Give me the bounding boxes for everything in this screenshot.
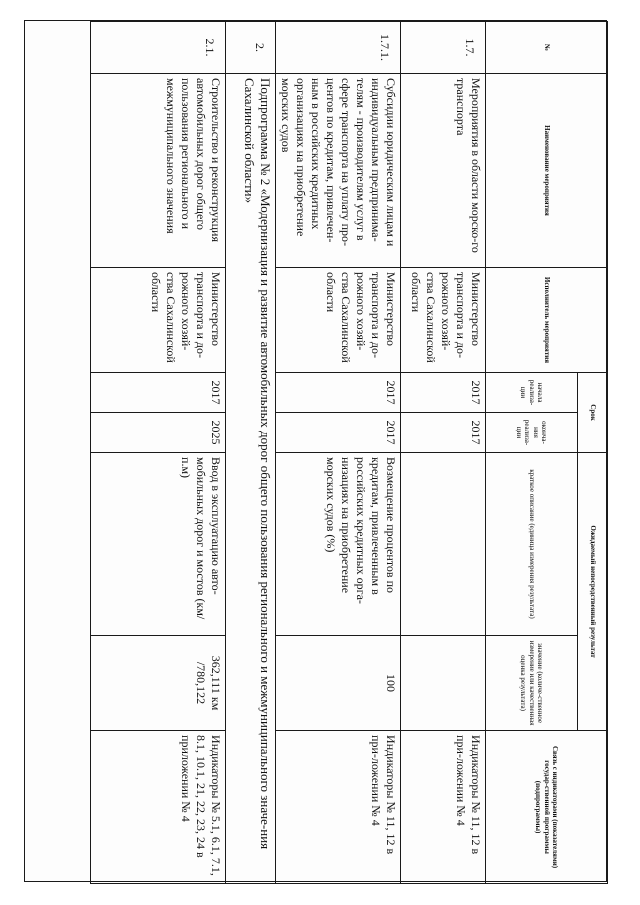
row-link: Индикаторы № 11, 12 в при-ложении № 4 <box>276 731 401 884</box>
header-term-start: начала реализа-ции <box>486 373 578 413</box>
row-number: 2.1. <box>91 22 226 74</box>
row-end: 2017 <box>276 413 401 453</box>
row-link: Индикаторы № 11, 12 в при-ложении № 4 <box>401 731 486 884</box>
section-title: Подпрограмма № 2 «Модернизация и развитие автомобильных дорог общего пользования регионального и межмуниципального значе-ния Сахалинской области» <box>226 74 276 884</box>
row-desc: Возмещение процентов по кредитам, привлеченным в российских кредитных орга-низациях на приобретение морских судов (%) <box>276 453 401 636</box>
measures-table <box>90 21 608 884</box>
row-desc <box>401 453 486 636</box>
header-number: № <box>486 22 608 74</box>
row-executor: Министерство транспорта и до-рожного хозяй-ства Сахалинской области <box>91 268 226 373</box>
document-sheet <box>24 20 607 882</box>
header-result-desc: краткое описание (единица измерения результата) <box>486 453 578 636</box>
row-name: Субсидии юридическим лицам и индивидуальным предпринима-телям - производителям услуг в сфере транспорта на уплату про-центов по кредитам, привлечен-ным в российских кредитных организациях на приобретение морских судов <box>276 74 401 268</box>
table-row <box>276 22 401 884</box>
row-start: 2017 <box>91 373 226 413</box>
row-end: 2025 <box>91 413 226 453</box>
row-executor: Министерство транспорта и до-рожного хозяй-ства Сахалинской области <box>401 268 486 373</box>
row-start: 2017 <box>401 373 486 413</box>
row-number: 1.7. <box>401 22 486 74</box>
row-desc: Ввод в эксплуатацию авто-мобильных дорог и мостов (км/п.м) <box>91 453 226 636</box>
row-start: 2017 <box>276 373 401 413</box>
header-link: Связь с индикаторами (показателями) государ-ственной программы (подпрограммы) <box>486 731 608 884</box>
rotated-table-container <box>25 21 608 883</box>
row-value: 100 <box>276 636 401 731</box>
row-value <box>401 636 486 731</box>
header-name: Наименование мероприятия <box>486 74 608 268</box>
header-term-end: оконча-ния реализа-ции <box>486 413 578 453</box>
section-number: 2. <box>226 22 276 74</box>
table-row <box>401 22 486 884</box>
header-result-value: значение (количе-ственное измерение или качественная оценка результата) <box>486 636 578 731</box>
row-link: Индикаторы № 5.1, 6.1, 7.1, 8.1, 10.1, 21, 22, 23, 24 в приложении № 4 <box>91 731 226 884</box>
row-value: 362,111 км /780,122 <box>91 636 226 731</box>
header-term: Срок <box>578 373 608 453</box>
section-row <box>226 22 276 884</box>
row-number: 1.7.1. <box>276 22 401 74</box>
row-executor: Министерство транспорта и до-рожного хозяй-ства Сахалинской области <box>276 268 401 373</box>
row-name: Строительство и реконструкция автомобильных дорог общего пользования регионального и межмуниципального значения <box>91 74 226 268</box>
row-end: 2017 <box>401 413 486 453</box>
row-name: Мероприятия в области морско-го транспорта <box>401 74 486 268</box>
header-result: Ожидаемый непосредственный результат <box>578 453 608 731</box>
header-executor: Исполнитель мероприятия <box>486 268 608 373</box>
table-row <box>91 22 226 884</box>
